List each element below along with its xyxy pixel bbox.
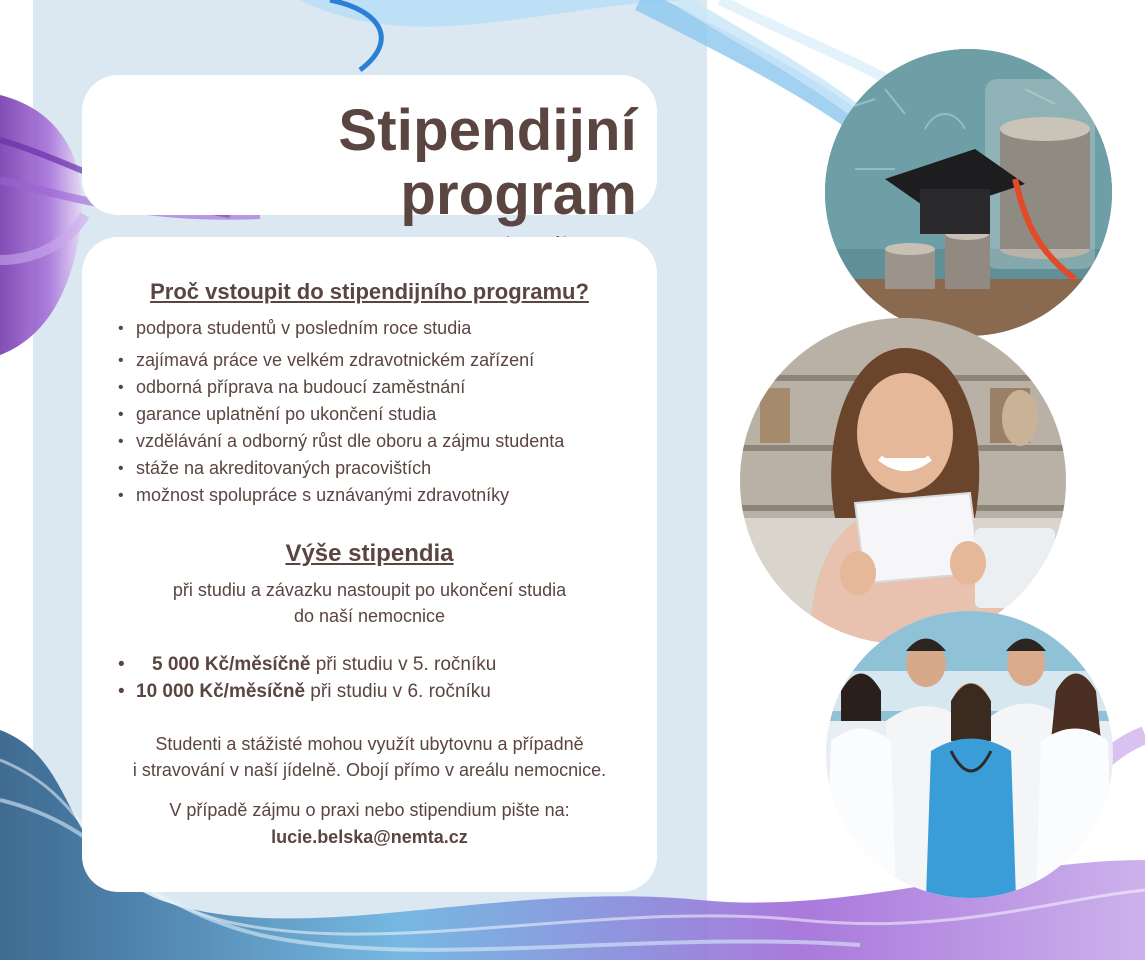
accommodation-line1: Studenti a stážisté mohou využít ubytovnu a případně <box>155 734 584 754</box>
graduation-cap-coins-image <box>825 49 1112 336</box>
stipend-heading: Výše stipendia <box>285 540 454 567</box>
stipend-rates-list <box>110 651 629 705</box>
medical-staff-group-image <box>826 611 1113 898</box>
benefit-item: • podpora studentů v posledním roce studia <box>114 315 629 342</box>
stipend-amount: 10 000 Kč/měsíčně <box>136 681 306 702</box>
stipend-condition-line1: při studiu a závazku nastoupit po ukončení studia <box>172 580 567 600</box>
accommodation-line2: i stravování v naší jídelně. Obojí přímo v areálu nemocnice. <box>132 760 607 780</box>
benefit-item: • odborná příprava na budoucí zaměstnání <box>114 374 629 401</box>
stipend-rate-item <box>114 651 629 678</box>
stipend-rate-item <box>114 678 629 705</box>
stipend-condition-line2: do naší nemocnice <box>293 606 446 626</box>
content-card <box>82 237 657 892</box>
benefit-item: • stáže na akreditovaných pracovištích <box>114 455 629 482</box>
benefit-item: • možnost spolupráce s uznávanými zdravotníky <box>114 482 629 509</box>
contact-email-link[interactable]: lucie.belska@nemta.cz <box>271 827 468 847</box>
stipend-rate-text: při studiu v 5. ročníku <box>310 654 497 675</box>
title-card <box>82 75 657 227</box>
stipend-amount: 5 000 Kč/měsíčně <box>152 654 311 675</box>
benefit-item: • vzdělávání a odborný růst dle oboru a zájmu studenta <box>114 428 629 455</box>
woman-reading-letter-image <box>740 318 1066 644</box>
benefit-item: • zajímavá práce ve velkém zdravotnickém zařízení <box>114 347 629 374</box>
benefit-item: • garance uplatnění po ukončení studia <box>114 401 629 428</box>
benefits-heading: Proč vstoupit do stipendijního programu? <box>150 279 589 304</box>
contact-line: V případě zájmu o praxi nebo stipendium pište na: <box>169 800 570 820</box>
stipend-rate-text: při studiu v 6. ročníku <box>305 681 491 702</box>
benefits-list <box>110 315 629 509</box>
page-title: Stipendijní program <box>338 98 637 227</box>
